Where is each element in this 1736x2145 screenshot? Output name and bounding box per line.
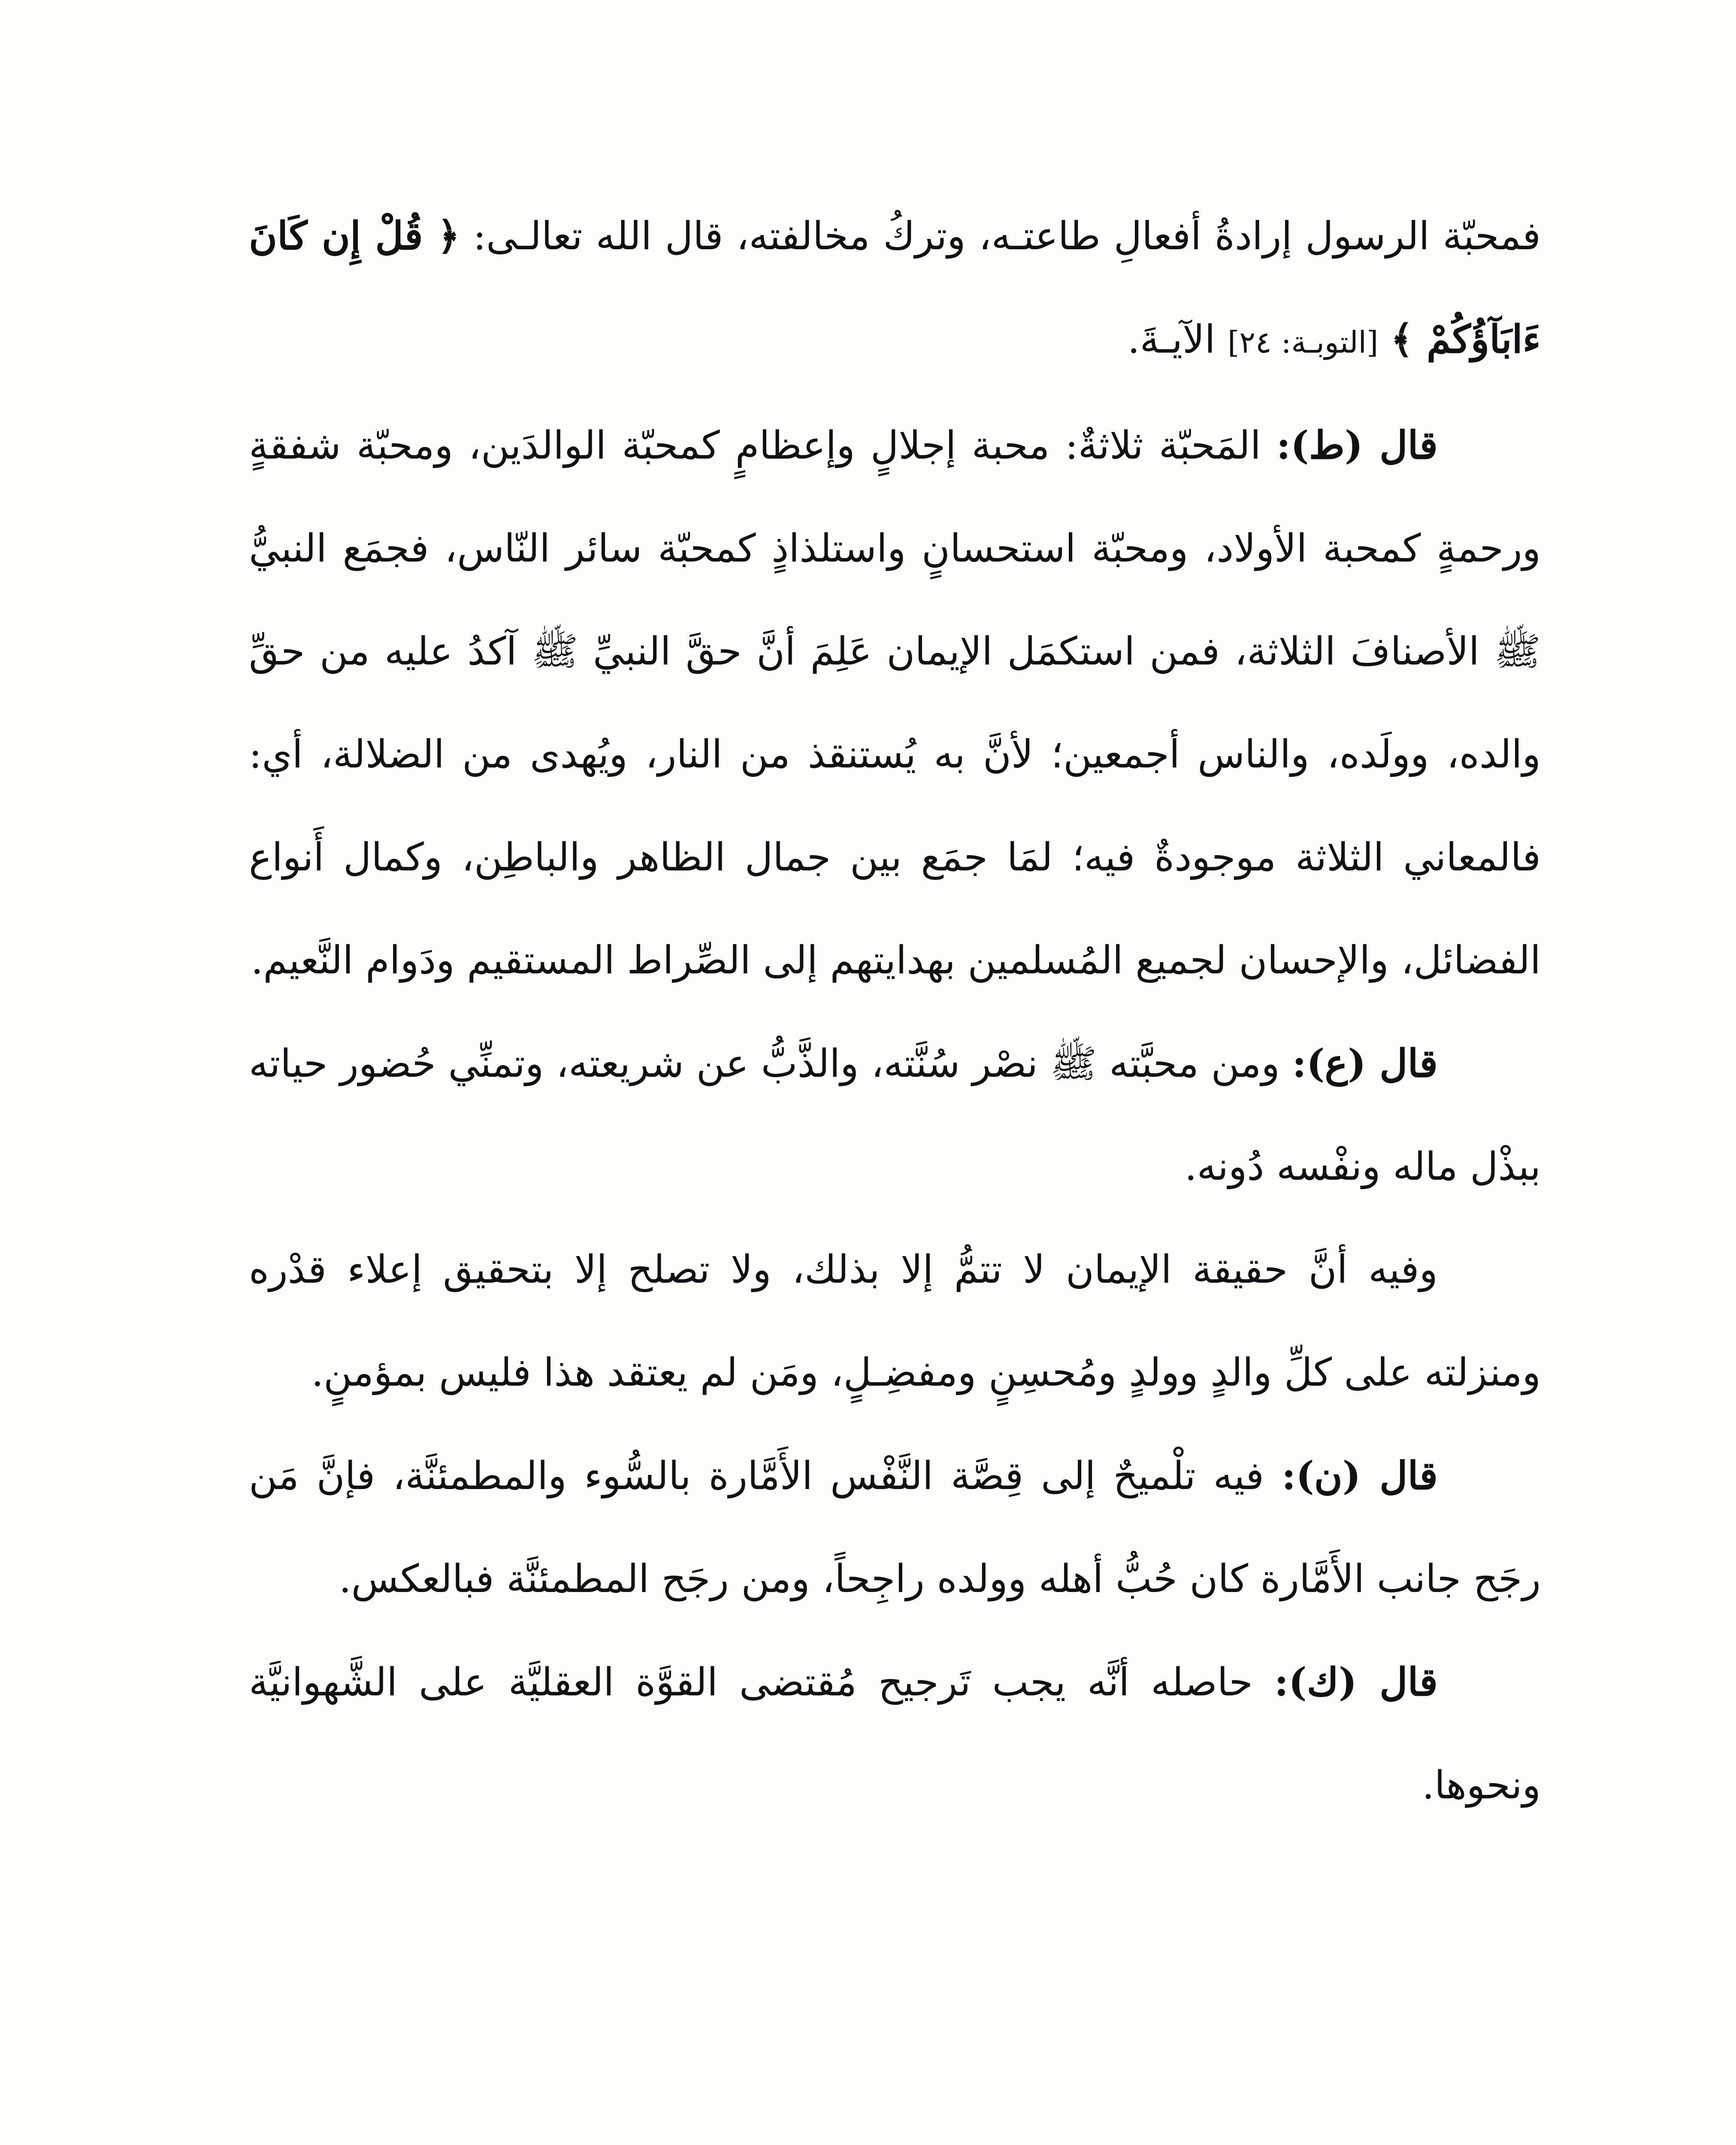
paragraph-2-text: المَحبّة ثلاثةٌ: محبة إجلالٍ وإعظامٍ كمحبّة الوالدَين، ومحبّة شفقةٍ ورحمةٍ كمحبة الأولاد، ومحبّة استحسانٍ واستلذاذٍ كمحبّة سائر النّاس، فجمَع النبيُّ ﷺ الأصنافَ الثلاثة، فمن استكمَل الإيمان عَلِمَ أنَّ حقَّ النبيِّ ﷺ آكدُ عليه من حقِّ والده، وولَده، والناس أجمعين؛ لأنَّ به يُستنقذ من النار، ويُهدى من الضلالة، أي: فالمعاني الثلاثة موجودةٌ فيه؛ لمَا جمَع بين جمال الظاهر والباطِن، وكمال أَنواع الفضائل، والإحسان لجميع المُسلمين بهدايتهم إلى الصِّراط المستقيم ودَوام النَّعيم. bbox=[249, 423, 1541, 983]
paragraph-4 bbox=[249, 1218, 1541, 1424]
speaker-label-ta: قال (ط): bbox=[1276, 423, 1438, 468]
paragraph-2 bbox=[249, 394, 1541, 1012]
verse-reference: [التوبـة: ٢٤] bbox=[1228, 325, 1379, 360]
paragraph-1 bbox=[249, 184, 1541, 394]
body-text bbox=[249, 184, 1541, 1837]
paragraph-1-tail: الآيـةَ. bbox=[1127, 317, 1216, 362]
paragraph-3-text: ومن محبَّته ﷺ نصْر سُنَّته، والذَّبُّ عن شريعته، وتمنِّي حُضور حياته ببذْل ماله ونفْسه دُونه. bbox=[249, 1041, 1541, 1189]
speaker-label-nun: قال (ن): bbox=[1282, 1453, 1438, 1498]
paragraph-5 bbox=[249, 1424, 1541, 1631]
paragraph-3 bbox=[249, 1012, 1541, 1218]
paragraph-4-text: وفيه أنَّ حقيقة الإيمان لا تتمُّ إلا بذلك، ولا تصلح إلا بتحقيق إعلاء قدْره ومنزلته على كلِّ والدٍ وولدٍ ومُحسِنٍ ومفضِـلٍ، ومَن لم يعتقد هذا فليس بمؤمنٍ. bbox=[249, 1247, 1541, 1395]
paragraph-5-text: فيه تلْميحٌ إلى قِصَّة النَّفْس الأَمَّارة بالسُّوء والمطمئنَّة، فإنَّ مَن رجَح جانب الأَمَّارة كان حُبُّ أهله وولده راجِحاً، ومن رجَح المطمئنَّة فبالعكس. bbox=[249, 1453, 1541, 1601]
speaker-label-ayn: قال (ع): bbox=[1292, 1041, 1438, 1086]
speaker-label-kaf: قال (ك): bbox=[1274, 1659, 1438, 1705]
paragraph-6 bbox=[249, 1631, 1541, 1837]
paragraph-1-intro: فمحبّة الرسول إرادةُ أفعالِ طاعتـه، وتركُ مخالفته، قال الله تعالـى: bbox=[460, 214, 1541, 259]
paragraph-6-text: حاصله أنَّه يجب تَرجيح مُقتضى القوَّة العقليَّة على الشَّهوانيَّة ونحوها. bbox=[249, 1660, 1541, 1808]
quran-verse: ﴿ قُلْ إِن كَانَ ءَابَآؤُكُمْ ﴾ bbox=[249, 213, 1541, 362]
